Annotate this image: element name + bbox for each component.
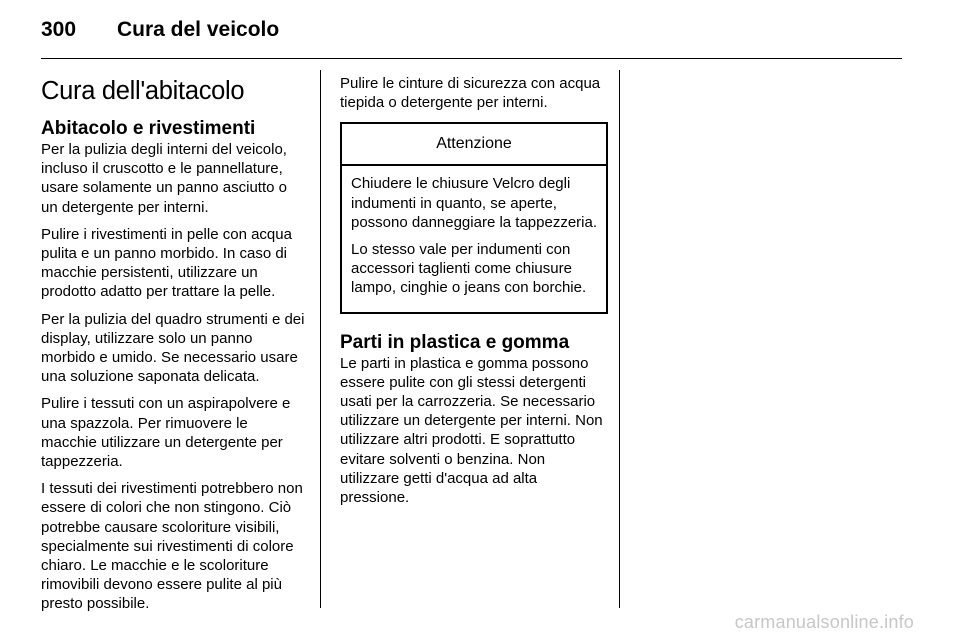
caution-paragraph: Lo stesso vale per indumenti con accessori taglienti come chiusure lampo, cinghie o jeans con borchie.: [351, 241, 587, 297]
paragraph: Pulire i tessuti con un aspirapolvere e una spazzola. Per rimuovere le macchie utilizzare un detergente per tappezzeria.: [41, 395, 291, 471]
subheading-plastic-rubber: Parti in plastica e gomma: [340, 331, 570, 353]
section-title: Cura del veicolo: [117, 18, 280, 41]
subheading-interior: Abitacolo e rivestimenti: [41, 118, 256, 139]
paragraph: Per la pulizia degli interni del veicolo, incluso il cruscotto e le pannellature, usare solamente un panno asciutto o un detergente per interni.: [41, 141, 287, 216]
page-number: 300: [41, 18, 77, 41]
seatbelt-paragraph: Pulire le cinture di sicurezza con acqua tiepida o detergente per interni.: [340, 75, 601, 112]
chapter-heading: Cura dell'abitacolo: [41, 77, 245, 105]
column-divider-left: [320, 70, 321, 608]
right-column: [340, 74, 608, 515]
plastic-rubber-paragraph: Le parti in plastica e gomma possono essere pulite con gli stessi detergenti usati per la carrozzeria. Se necessario utilizzare un detergente per interni. Non utilizzare altri prodotti. E soprattutto evitare solventi o benzina. Non utilizzare getti d'acqua ad alta pressione.: [340, 354, 603, 507]
header-rule: [41, 58, 902, 59]
paragraph: I tessuti dei rivestimenti potrebbero non essere di colori che non stingono. Ciò potrebbe causare scoloriture visibili, specialmente sui rivestimenti di colore chiaro. Le macchie e le scoloriture rimovibili devono essere pulite al più presto possibile.: [41, 480, 303, 613]
paragraph: Per la pulizia del quadro strumenti e dei display, utilizzare solo un panno morbido e umido. Se necessario usare una soluzione saponata delicata.: [41, 310, 305, 386]
left-column: [41, 74, 306, 622]
caution-paragraph: Chiudere le chiusure Velcro degli indumenti in quanto, se aperte, possono danneggiare la tappezzeria.: [351, 175, 598, 231]
caution-box: [340, 122, 608, 313]
caution-body: [342, 166, 606, 311]
watermark: carmanualsonline.info: [734, 612, 914, 632]
caution-title: Attenzione: [342, 124, 606, 166]
column-divider-right: [619, 70, 620, 608]
paragraph: Pulire i rivestimenti in pelle con acqua pulita e un panno morbido. In caso di macchie persistenti, utilizzare un prodotto adatto per trattare la pelle.: [41, 225, 292, 301]
